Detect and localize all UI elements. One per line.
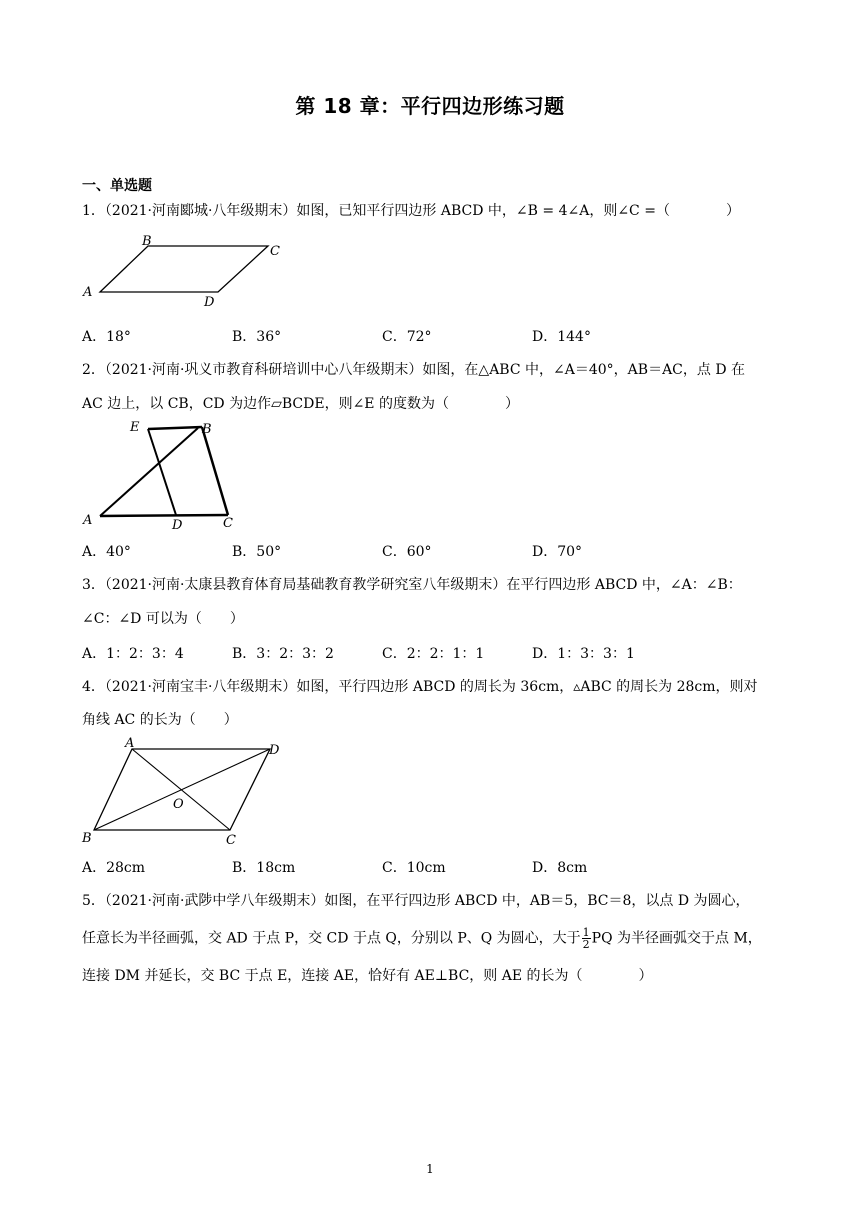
option-b[interactable]: B．18cm: [232, 860, 296, 876]
label-d: D: [269, 743, 280, 758]
question-5-text-line1: 5．（2021·河南·武陟中学八年级期末）如图，在平行四边形 ABCD 中，AB＝5，BC＝8，以点 D 为圆心，: [82, 893, 750, 909]
label-c: C: [226, 833, 236, 847]
option-c[interactable]: C．10cm: [382, 860, 446, 876]
option-c[interactable]: C．2：2：1：1: [382, 646, 485, 662]
label-a: A: [125, 736, 135, 751]
page-number: 1: [426, 1162, 434, 1176]
parallelogram-shape: [100, 246, 268, 292]
fraction-one-half: $\frac{1}{2}$: [582, 926, 590, 951]
option-b[interactable]: B．50°: [232, 544, 282, 560]
question-3-text-line2: ∠C：∠D 可以为（ ）: [82, 611, 244, 627]
option-c[interactable]: C．72°: [382, 329, 432, 345]
label-a: A: [83, 513, 93, 528]
option-a[interactable]: A．1：2：3：4: [82, 646, 184, 662]
diagonal-bd: [94, 749, 270, 830]
option-b[interactable]: B．3：2：3：2: [232, 646, 334, 662]
option-a[interactable]: A．18°: [82, 329, 131, 345]
section-heading: 一、单选题: [82, 178, 152, 194]
question-3-text-line1: 3．（2021·河南·太康县教育体育局基础教育教学研究室八年级期末）在平行四边形 ABCD 中，∠A：∠B：: [82, 577, 742, 593]
question-1-figure: [80, 234, 300, 314]
label-o: O: [173, 797, 184, 812]
option-d[interactable]: D．70°: [532, 544, 583, 560]
label-d: D: [204, 295, 215, 310]
question-2-text-line2: AC 边上，以 CB，CD 为边作▱BCDE，则∠E 的度数为（ ）: [82, 396, 519, 412]
question-5-text-line3: 连接 DM 并延长，交 BC 于点 E，连接 AE，恰好有 AE⊥BC，则 AE 的长为（ ）: [82, 968, 653, 984]
label-c: C: [270, 244, 280, 259]
option-b[interactable]: B．36°: [232, 329, 282, 345]
question-5-text-part2: PQ 为半径画弧交于点 M，: [591, 930, 762, 947]
label-a: A: [83, 285, 93, 300]
question-1-text: 1．（2021·河南郾城·八年级期末）如图，已知平行四边形 ABCD 中，∠B = 4∠A，则∠C =（ ）: [82, 203, 740, 219]
label-d: D: [172, 518, 183, 533]
label-b: B: [202, 422, 212, 437]
question-3-options: [82, 643, 782, 663]
option-c[interactable]: C．60°: [382, 544, 432, 560]
question-1-options: [82, 326, 782, 346]
question-2-figure: [80, 418, 250, 533]
question-2-text-line1: 2．（2021·河南·巩义市教育科研培训中心八年级期末）如图，在△ABC 中，∠A＝40°，AB＝AC，点 D 在: [82, 362, 746, 378]
label-c: C: [223, 516, 233, 531]
question-4-options: [82, 857, 782, 877]
option-a[interactable]: A．28cm: [82, 860, 146, 876]
label-b: B: [82, 831, 92, 846]
page-title: 第 18 章：平行四边形练习题: [295, 94, 565, 118]
label-e: E: [130, 420, 140, 435]
option-d[interactable]: D．1：3：3：1: [532, 646, 635, 662]
question-4-figure: [80, 735, 290, 847]
label-b: B: [142, 234, 152, 249]
question-4-text-line2: 角线 AC 的长为（ ）: [82, 712, 238, 728]
question-4-text-line1: 4．（2021·河南宝丰·八年级期末）如图，平行四边形 ABCD 的周长为 36cm，▵ABC 的周长为 28cm，则对: [82, 679, 758, 695]
option-d[interactable]: D．8cm: [532, 860, 588, 876]
question-2-options: [82, 541, 782, 561]
option-a[interactable]: A．40°: [82, 544, 131, 560]
question-5-text-line2: [82, 927, 782, 950]
question-5-text-part1: 任意长为半径画弧，交 AD 于点 P，交 CD 于点 Q，分别以 P、Q 为圆心，大于: [82, 930, 581, 947]
option-d[interactable]: D．144°: [532, 329, 591, 345]
